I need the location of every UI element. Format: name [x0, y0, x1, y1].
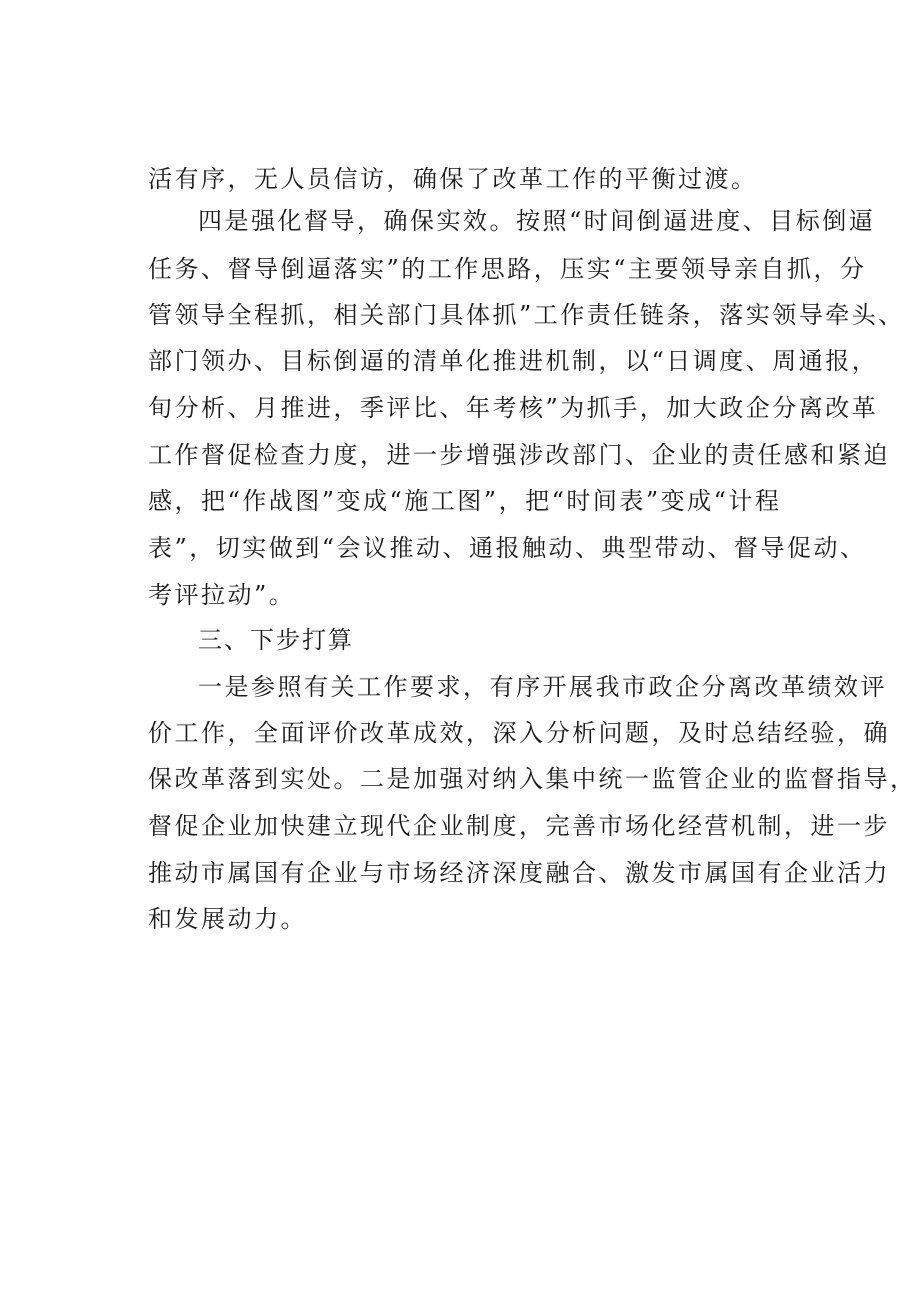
body-text-line: 推动市属国有企业与市场经济深度融合、激发市属国有企业活力 [148, 859, 890, 887]
body-text-line: 管领导全程抓，相关部门具体抓”工作责任链条，落实领导牵头、 [148, 301, 905, 329]
body-text-line: 考评拉动”。 [148, 581, 296, 609]
body-text-line: 任务、督导倒逼落实”的工作思路，压实“主要领导亲自抓，分 [148, 255, 867, 283]
body-text-line: 工作督促检查力度，进一步增强涉改部门、企业的责任感和紧迫 [148, 441, 890, 469]
body-text-line: 部门领办、目标倒逼的清单化推进机制，以“日调度、周通报， [148, 347, 879, 375]
paragraph-four-start: 四是强化督导，确保实效。按照“时间倒逼进度、目标倒逼 [198, 207, 876, 235]
body-text-line: 价工作，全面评价改革成效，深入分析问题，及时总结经验，确 [148, 719, 890, 747]
body-text-line: 和发展动力。 [148, 905, 307, 933]
body-text-line: 督促企业加快建立现代企业制度，完善市场化经营机制，进一步 [148, 812, 890, 840]
body-text-line: 感，把“作战图”变成“施工图”，把“时间表”变成“计程 [148, 487, 782, 515]
section-heading: 三、下步打算 [198, 626, 354, 654]
body-text-line: 保改革落到实处。二是加强对纳入集中统一监管企业的监督指导， [148, 765, 917, 793]
body-text-line: 表”，切实做到“会议推动、通报触动、典型带动、督导促动、 [148, 534, 867, 562]
body-text-line: 活有序，无人员信访，确保了改革工作的平衡过渡。 [148, 165, 758, 193]
paragraph-next-steps-start: 一是参照有关工作要求，有序开展我市政企分离改革绩效评 [198, 673, 887, 701]
body-text-line: 旬分析、月推进，季评比、年考核”为抓手，加大政企分离改革 [148, 394, 879, 422]
